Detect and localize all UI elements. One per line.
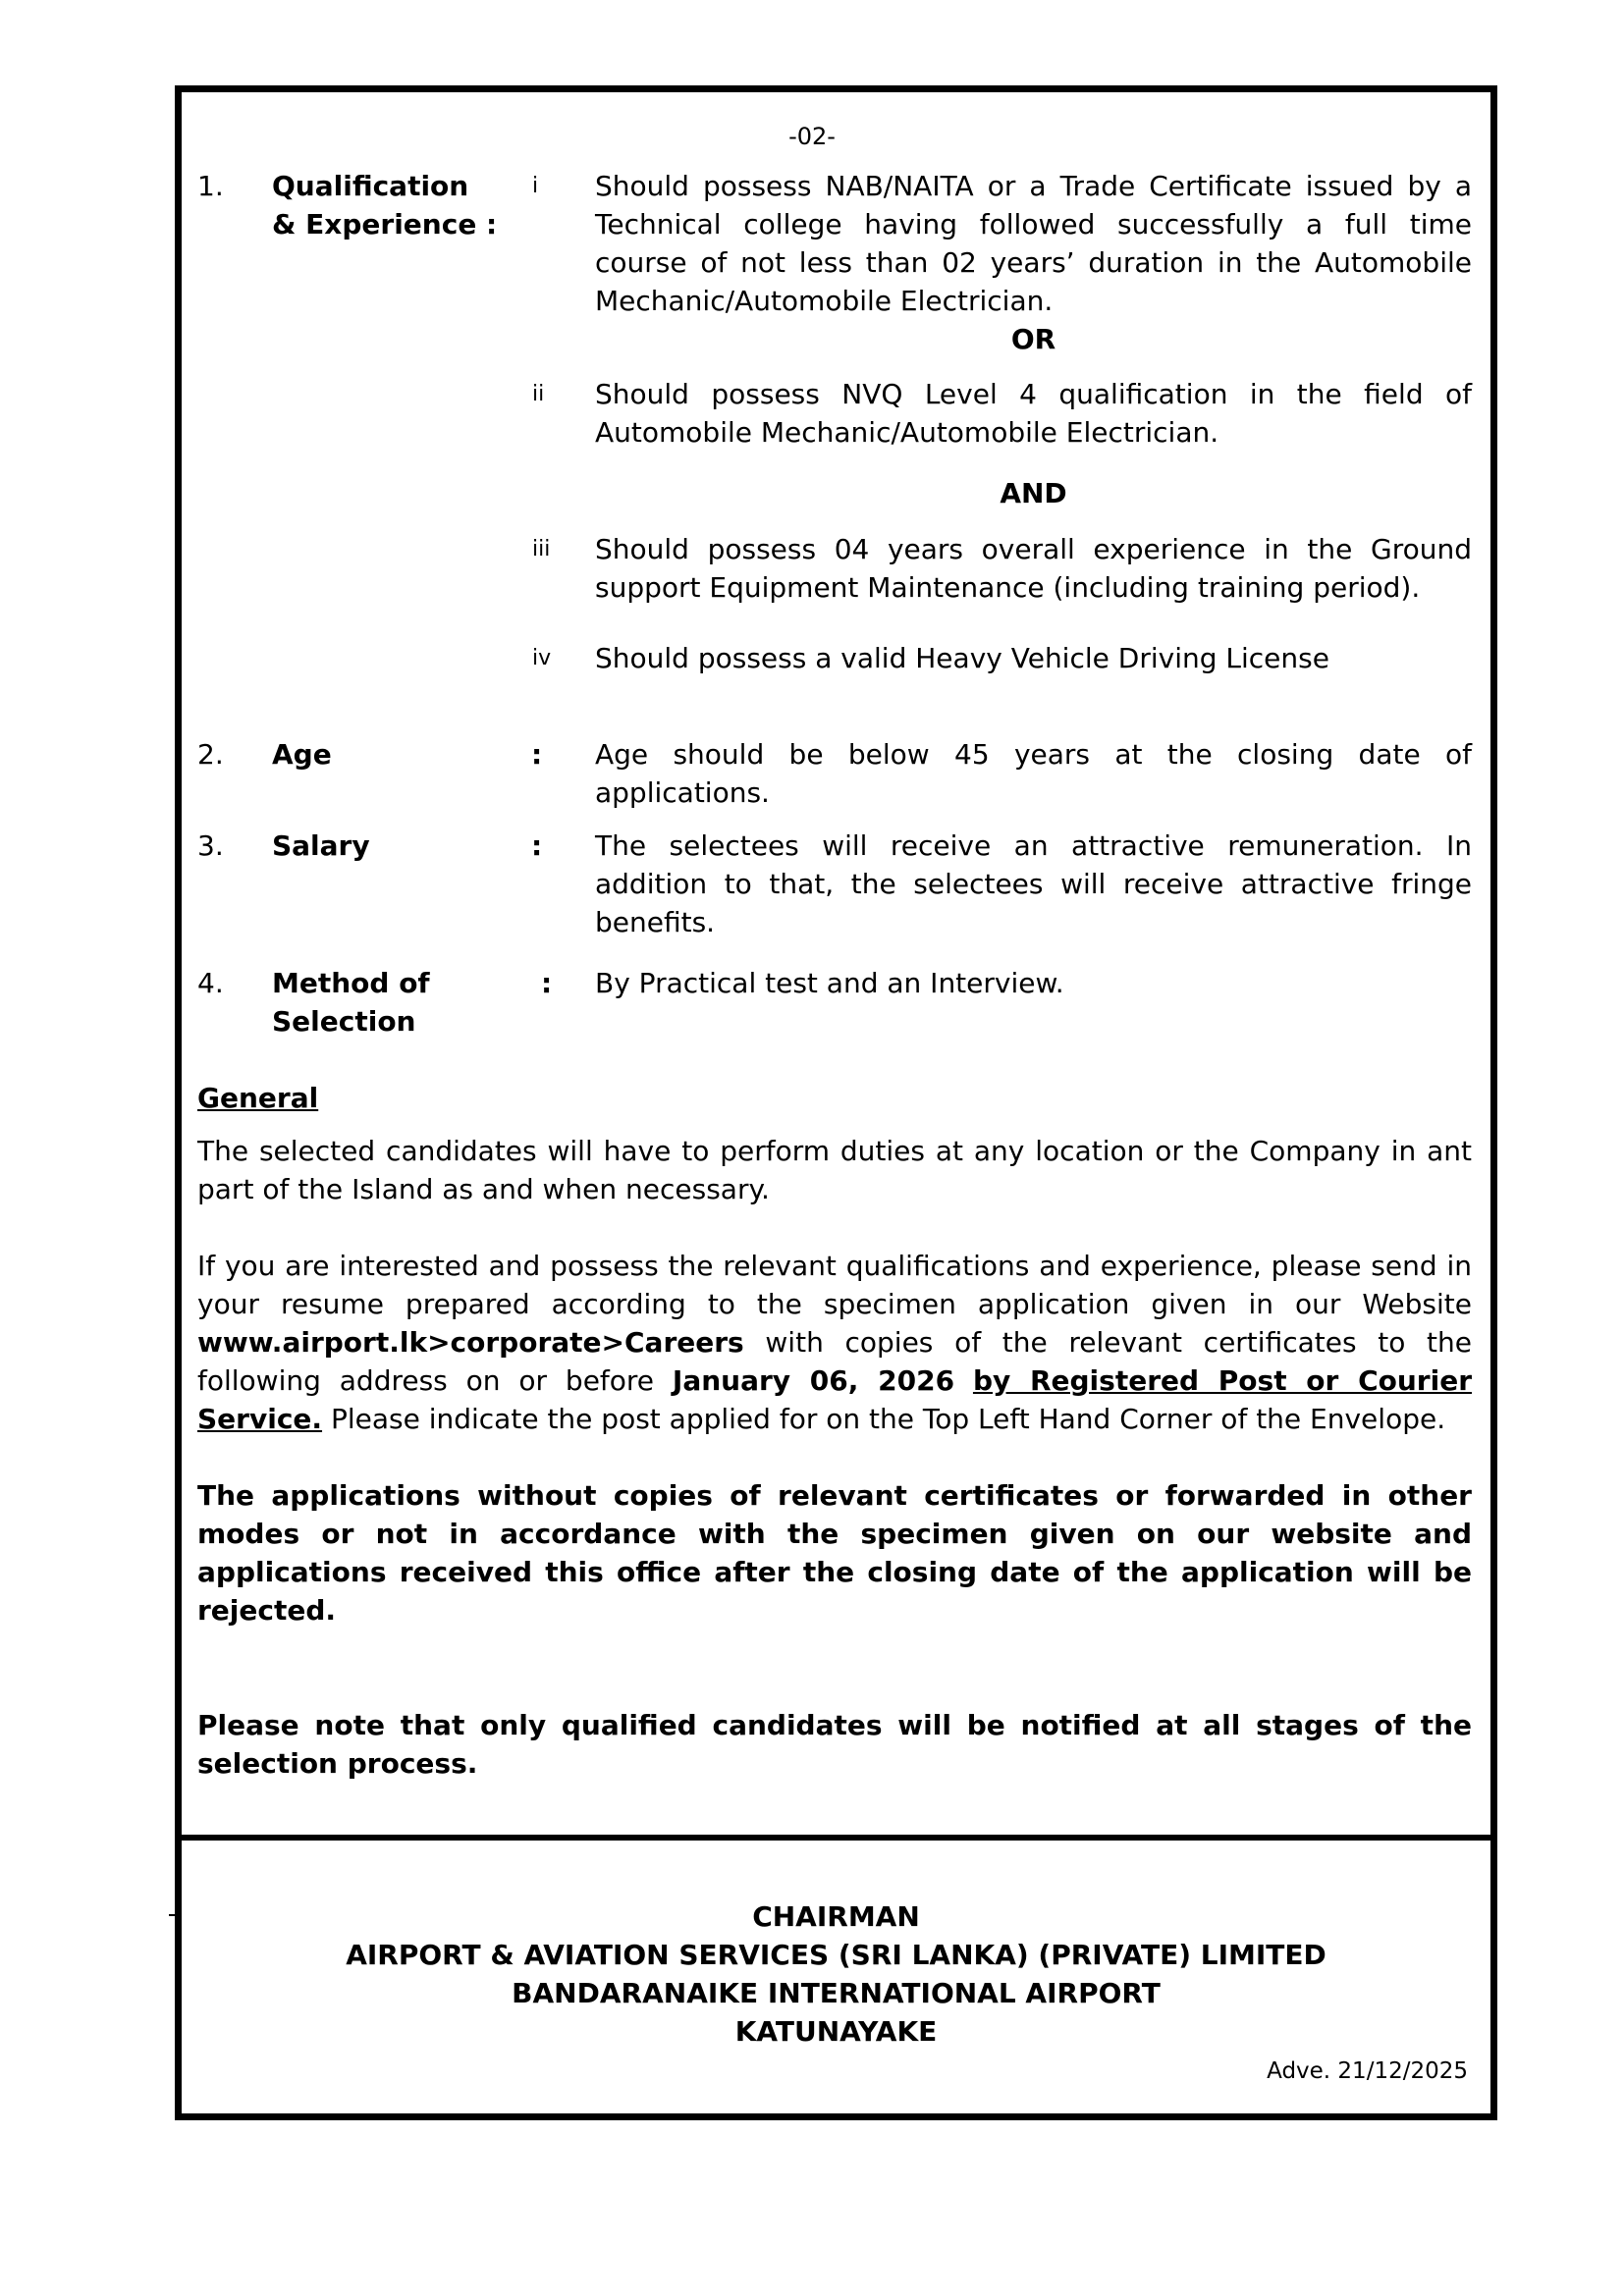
item-2-colon: : [531,738,543,771]
footer-divider [175,1835,1497,1841]
footer-location: KATUNAYAKE [734,2015,938,2048]
item-4-number: 4. [197,967,224,999]
item-3-text: The selectees will receive an attractive remuneration. In addition to that, the selectees will receive attractive fringe benefits. [595,829,1472,938]
subitem-iv-text: Should possess a valid Heavy Vehicle Driving License [595,642,1329,674]
para2-text-2: with copies of the relevant certificates to the following address on or before [197,1326,1472,1397]
closing-date: January 06, 2026 [672,1364,955,1397]
item-1-number: 1. [197,170,224,202]
general-heading: General [197,1082,319,1114]
item-4-label-line-2: Selection [272,1005,416,1038]
item-2-label: Age [272,738,332,771]
rejection-warning: The applications without copies of relevant certificates or forwarded in other modes or not in accordance with the specimen given on our website and applications received this office after the closing date of the application will be rejected. [197,1479,1472,1627]
subitem-i-marker: i [532,174,539,198]
advertisement-date: Adve. 21/12/2025 [1267,2058,1468,2084]
subitem-iv-marker: iv [532,646,552,670]
subitem-iii-marker: iii [532,537,551,561]
para2-text-3: Please indicate the post applied for on the Top Left Hand Corner of the Envelope. [322,1403,1446,1435]
item-3-colon: : [531,829,543,862]
item-3-number: 3. [197,829,224,862]
para2-gap [954,1364,973,1397]
general-paragraph-1: The selected candidates will have to perform duties at any location or the Company in ant part of the Island as and when necessary. [197,1135,1472,1205]
item-4-label-line-1: Method of [272,967,430,999]
item-3-label: Salary [272,829,370,862]
item-2-text: Age should be below 45 years at the closing date of applications. [595,738,1472,809]
notification-note: Please note that only qualified candidates will be notified at all stages of the selection process. [197,1709,1472,1780]
footer-airport: BANDARANAIKE INTERNATIONAL AIRPORT [512,1977,1161,2009]
para2-text-1: If you are interested and possess the relevant qualifications and experience, please send in your resume prepared according to the specimen application given in our Website [197,1250,1472,1320]
delivery-method: by Registered Post or Courier Service. [197,1364,1472,1435]
subitem-i-text: Should possess NAB/NAITA or a Trade Certificate issued by a Technical college having followed successfully a full time course of not less than 02 years’ duration in the Automobile Mechanic/Automobile Electrician. [595,170,1472,317]
subitem-ii-marker: ii [532,382,545,406]
website-address: www.airport.lk>corporate>Careers [197,1326,744,1359]
page-number: -02- [788,123,836,150]
item-4-colon: : [541,967,553,999]
item-1-label-line-1: Qualification [272,170,469,202]
item-4-text: By Practical test and an Interview. [595,967,1064,999]
footer-company: AIRPORT & AVIATION SERVICES (SRI LANKA) (PRIVATE) LIMITED [346,1939,1326,1971]
connector-and: AND [1000,477,1067,509]
subitem-iii-text: Should possess 04 years overall experience in the Ground support Equipment Maintenance (including training period). [595,533,1472,604]
item-2-number: 2. [197,738,224,771]
footer-chairman: CHAIRMAN [752,1900,920,1933]
connector-or: OR [1010,323,1056,355]
subitem-ii-text: Should possess NVQ Level 4 qualification in the field of Automobile Mechanic/Automobile Electrician. [595,378,1472,449]
item-1-label-line-2: & Experience : [272,208,498,240]
general-paragraph-2 [197,1247,1472,1438]
